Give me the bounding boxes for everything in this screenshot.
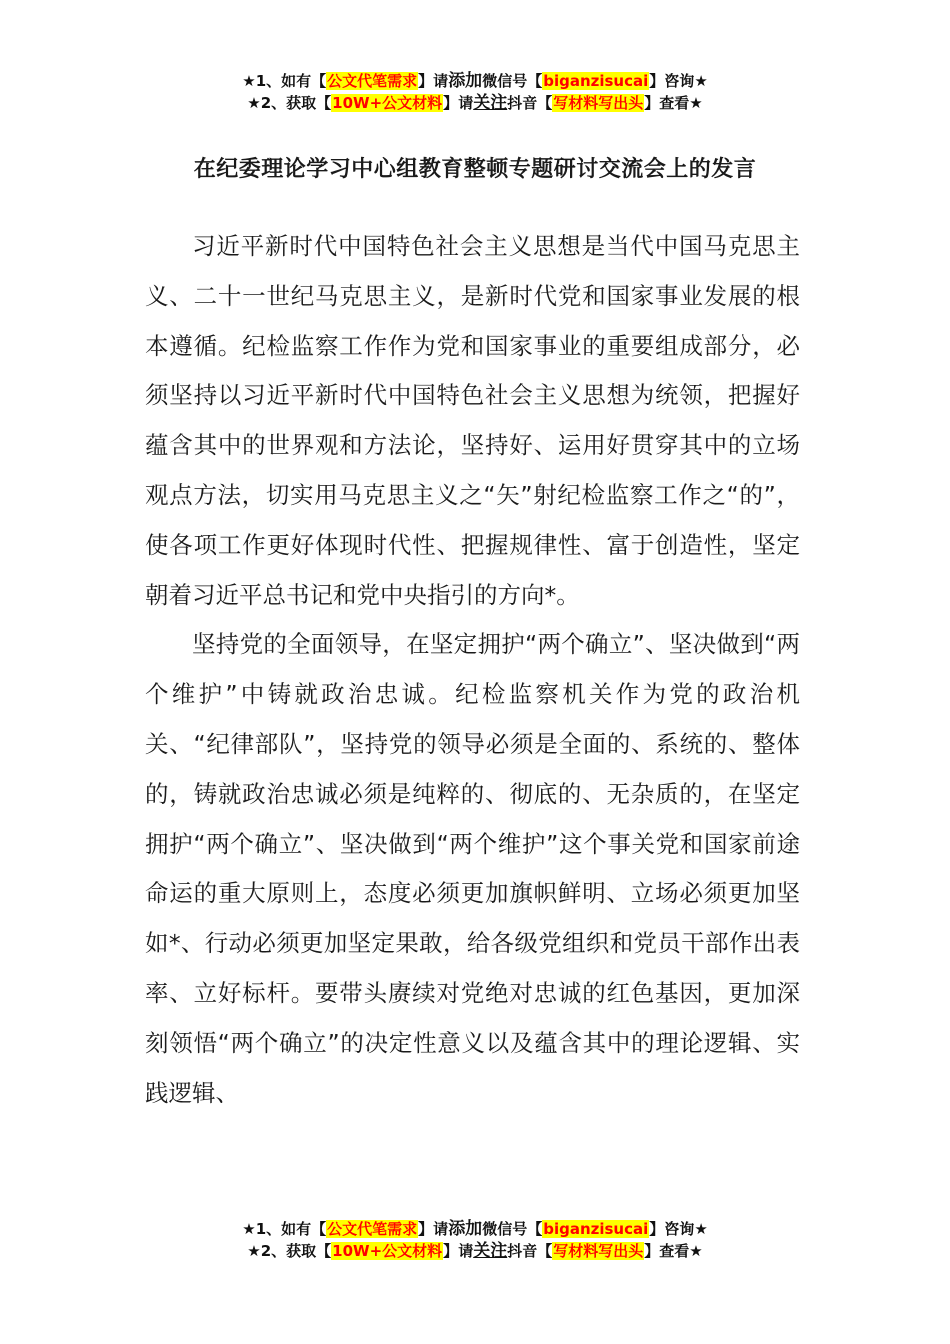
document-body: [145, 222, 800, 1118]
document-title: 在纪委理论学习中心组教育整顿专题研讨交流会上的发言: [193, 157, 757, 182]
star-icon: ★: [694, 1220, 708, 1238]
paragraph: 坚持党的全面领导，在坚定拥护“两个确立”、坚决做到“两个维护”中铸就政治忠诚。纪检监察机关作为党的政治机关、“纪律部队”，坚持党的领导必须是全面的、系统的、整体的，铸就政治忠诚必须是纯粹的、彻底的、无杂质的，在坚定拥护“两个确立”、坚决做到“两个维护”这个事关党和国家前途命运的重大原则上，态度必须更加旗帜鲜明、立场必须更加坚如*、行动必须更加坚定果敢，给各级党组织和党员干部作出表率、立好标杆。要带头赓续对党绝对忠诚的红色基因，更加深刻领悟“两个确立”的决定性意义以及蕴含其中的理论逻辑、实践逻辑、: [145, 630, 800, 1107]
bracket: 】: [649, 72, 665, 90]
promo-text: 咨询: [664, 72, 695, 90]
promo-emphasis: 添加: [448, 1219, 483, 1239]
promo-highlight-materials: 10W+公文材料: [332, 1242, 443, 1260]
promo-highlight-wechat-id: biganzisucai: [543, 1220, 649, 1238]
bracket: 【: [537, 1242, 553, 1260]
bracket: 【: [311, 1220, 327, 1238]
promo-line-2: [0, 1240, 950, 1262]
star-icon: ★: [247, 1242, 261, 1260]
paragraph: 习近平新时代中国特色社会主义思想是当代中国马克思主义、二十一世纪马克思主义，是新时代党和国家事业发展的根本遵循。纪检监察工作作为党和国家事业的重要组成部分，必须坚持以习近平新时代中国特色社会主义思想为统领，把握好蕴含其中的世界观和方法论，坚持好、运用好贯穿其中的立场观点方法，切实用马克思主义之“矢”射纪检监察工作之“的”，使各项工作更好体现时代性、把握规律性、富于创造性，坚定朝着习近平总书记和党中央指引的方向*。: [145, 232, 800, 609]
promo-text: 查看: [659, 94, 690, 112]
footer-promo: [0, 1218, 950, 1262]
promo-text: 1、如有: [255, 72, 312, 90]
bracket: 【: [311, 72, 327, 90]
bracket: 【: [316, 1242, 332, 1260]
promo-highlight-douyin: 写材料写出头: [553, 94, 644, 112]
bracket: 】: [649, 1220, 665, 1238]
promo-text: 微信号: [482, 72, 528, 90]
bracket: 【: [316, 94, 332, 112]
promo-line-2: [0, 92, 950, 114]
promo-highlight-materials: 10W+公文材料: [332, 94, 443, 112]
star-icon: ★: [694, 72, 708, 90]
bracket: 【: [527, 72, 543, 90]
promo-highlight-service: 公文代笔需求: [327, 72, 418, 90]
bracket: 【: [527, 1220, 543, 1238]
promo-text: 2、获取: [260, 94, 317, 112]
promo-text: 请: [458, 94, 474, 112]
promo-text: 2、获取: [260, 1242, 317, 1260]
promo-text: 抖音: [507, 94, 538, 112]
star-icon: ★: [242, 72, 256, 90]
promo-text: 咨询: [664, 1220, 695, 1238]
star-icon: ★: [247, 94, 261, 112]
promo-line-1: [0, 70, 950, 92]
promo-text: 请: [458, 1242, 474, 1260]
promo-emphasis: 关注: [473, 93, 508, 113]
bracket: 】: [418, 1220, 434, 1238]
promo-highlight-service: 公文代笔需求: [327, 1220, 418, 1238]
bracket: 】: [418, 72, 434, 90]
bracket: 【: [537, 94, 553, 112]
star-icon: ★: [242, 1220, 256, 1238]
promo-text: 请: [433, 72, 449, 90]
promo-text: 请: [433, 1220, 449, 1238]
promo-highlight-wechat-id: biganzisucai: [543, 72, 649, 90]
promo-text: 查看: [659, 1242, 690, 1260]
bracket: 】: [443, 94, 459, 112]
bracket: 】: [644, 1242, 660, 1260]
bracket: 】: [644, 94, 660, 112]
promo-text: 微信号: [482, 1220, 528, 1238]
promo-text: 抖音: [507, 1242, 538, 1260]
header-promo: [0, 70, 950, 114]
promo-emphasis: 关注: [473, 1241, 508, 1261]
promo-text: 1、如有: [255, 1220, 312, 1238]
star-icon: ★: [689, 94, 703, 112]
promo-line-1: [0, 1218, 950, 1240]
bracket: 】: [443, 1242, 459, 1260]
promo-emphasis: 添加: [448, 71, 483, 91]
star-icon: ★: [689, 1242, 703, 1260]
promo-highlight-douyin: 写材料写出头: [553, 1242, 644, 1260]
